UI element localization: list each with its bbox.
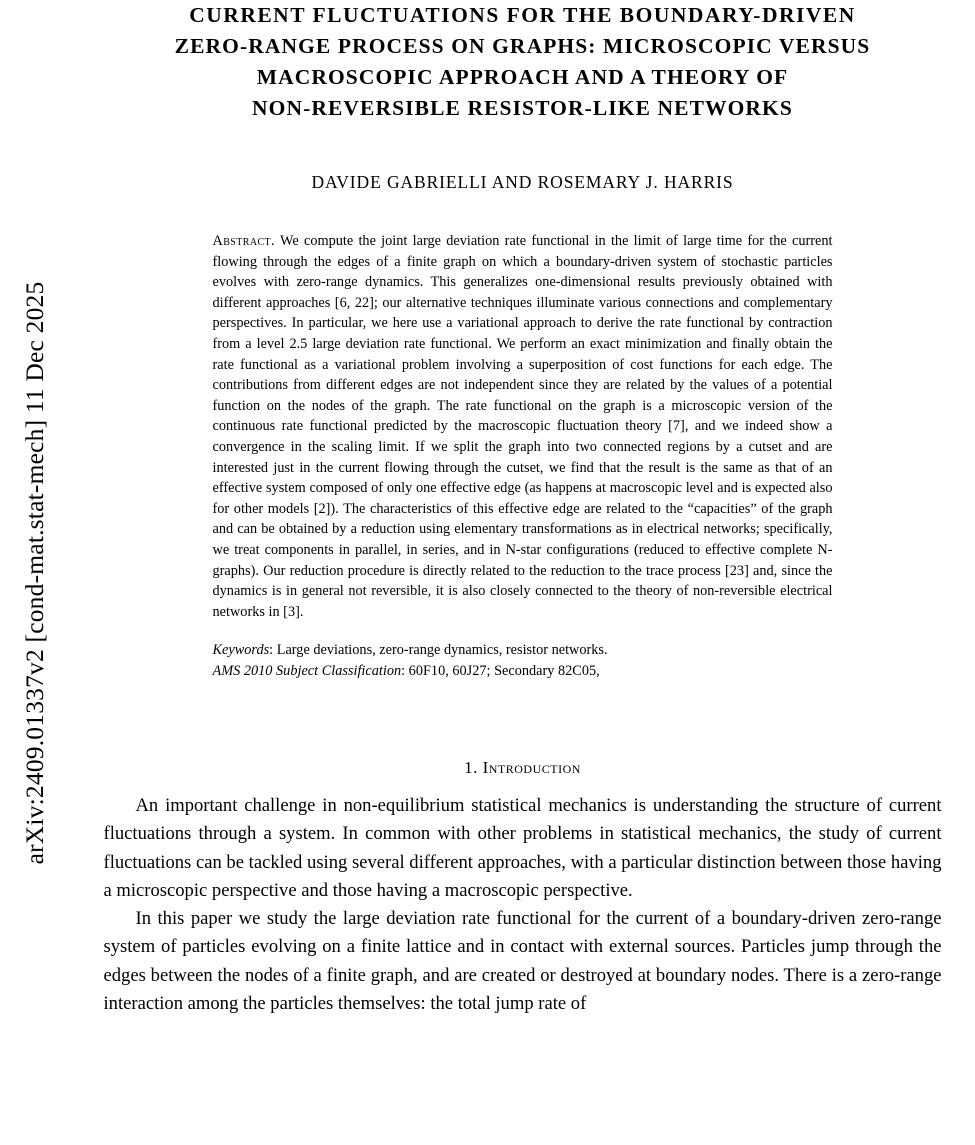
abstract-text: We compute the joint large deviation rate functional in the limit of large time for the current flowing through the edges of a finite graph on which a boundary-driven system of stochastic particles evolves with zero-range dynamics. This generalizes one-dimensional results previously obtained with different approaches [6, 22]; our alternative techniques illuminate various connections and complementary perspectives. In particular, we here use a variational approach to derive the rate functional by contraction from a level 2.5 large deviation rate functional. We perform an exact minimization and finally obtain the rate functional as a variational problem involving a superposition of cost functions for each edge. The contributions from different edges are not independent since they are related by the values of a potential function on the nodes of the graph. The rate functional on the graph is a microscopic version of the continuous rate functional predicted by the macroscopic fluctuation theory [7], and we indeed show a convergence in the scaling limit. If we split the graph into two connected regions by a cutset and are interested just in the current flowing through the cutset, we find that the result is the same as that of an effective system composed of only one effective edge (as happens at macroscopic level and is expected also for other models [2]). The characteristics of this effective edge are related to the “capacities” of the graph and can be obtained by a reduction using elementary transformations as in electrical networks; specifically, we treat components in parallel, in series, and in N-star configurations (reduced to effective complete N-graphs). Our reduction procedure is directly related to the reduction to the trace process [23] and, since the dynamics is in general not reversible, it is also closely connected to the theory of non-reversible electrical networks in [3]. [212,233,833,620]
body-content [104,792,942,1018]
title-line-3: MACROSCOPIC APPROACH AND A THEORY OF [256,65,789,89]
paper-page [70,0,975,1145]
ams-classification-line [213,661,833,682]
title-line-1: CURRENT FLUCTUATIONS FOR THE BOUNDARY-DRIVEN [189,3,856,27]
keywords-line [213,640,833,661]
section-heading [70,758,975,778]
title-line-4: NON-REVERSIBLE RESISTOR-LIKE NETWORKS [252,96,793,120]
body-paragraph-2: In this paper we study the large deviation rate functional for the current of a boundary-driven zero-range system of particles evolving on a finite lattice and in contact with external sources. Particles jump through the edges between the nodes of a finite graph, and are created or destroyed at boundary nodes. There is a zero-range interaction among the particles themselves: the total jump rate of [103,908,942,1014]
title-line-2: ZERO-RANGE PROCESS ON GRAPHS: MICROSCOPIC VERSUS [174,34,871,58]
ams-label: AMS 2010 Subject Classification [212,663,402,680]
author-list: DAVIDE GABRIELLI AND ROSEMARY J. HARRIS [311,172,734,192]
keywords-block [213,640,833,682]
abstract-label: Abstract. [212,233,276,249]
keywords-value: : Large deviations, zero-range dynamics, resistor networks. [269,642,608,659]
ams-value: : 60F10, 60J27; Secondary 82C05, [401,663,600,680]
section-number: 1. [464,758,478,778]
arxiv-identifier-stamp [0,0,70,1145]
arxiv-identifier-text: arXiv:2409.01337v2 [cond-mat.stat-mech] 11 Dec 2025 [20,281,49,864]
section-title: Introduction [482,758,581,778]
keywords-label: Keywords [212,642,270,659]
abstract-block [213,231,833,622]
paper-title [128,0,918,124]
body-paragraph-1: An important challenge in non-equilibrium statistical mechanics is understanding the structure of current fluctuations through a system. In common with other problems in statistical mechanics, the study of current fluctuations can be tackled using several different approaches, with a particular distinction between those having a microscopic perspective and those having a macroscopic perspective. [103,795,942,901]
